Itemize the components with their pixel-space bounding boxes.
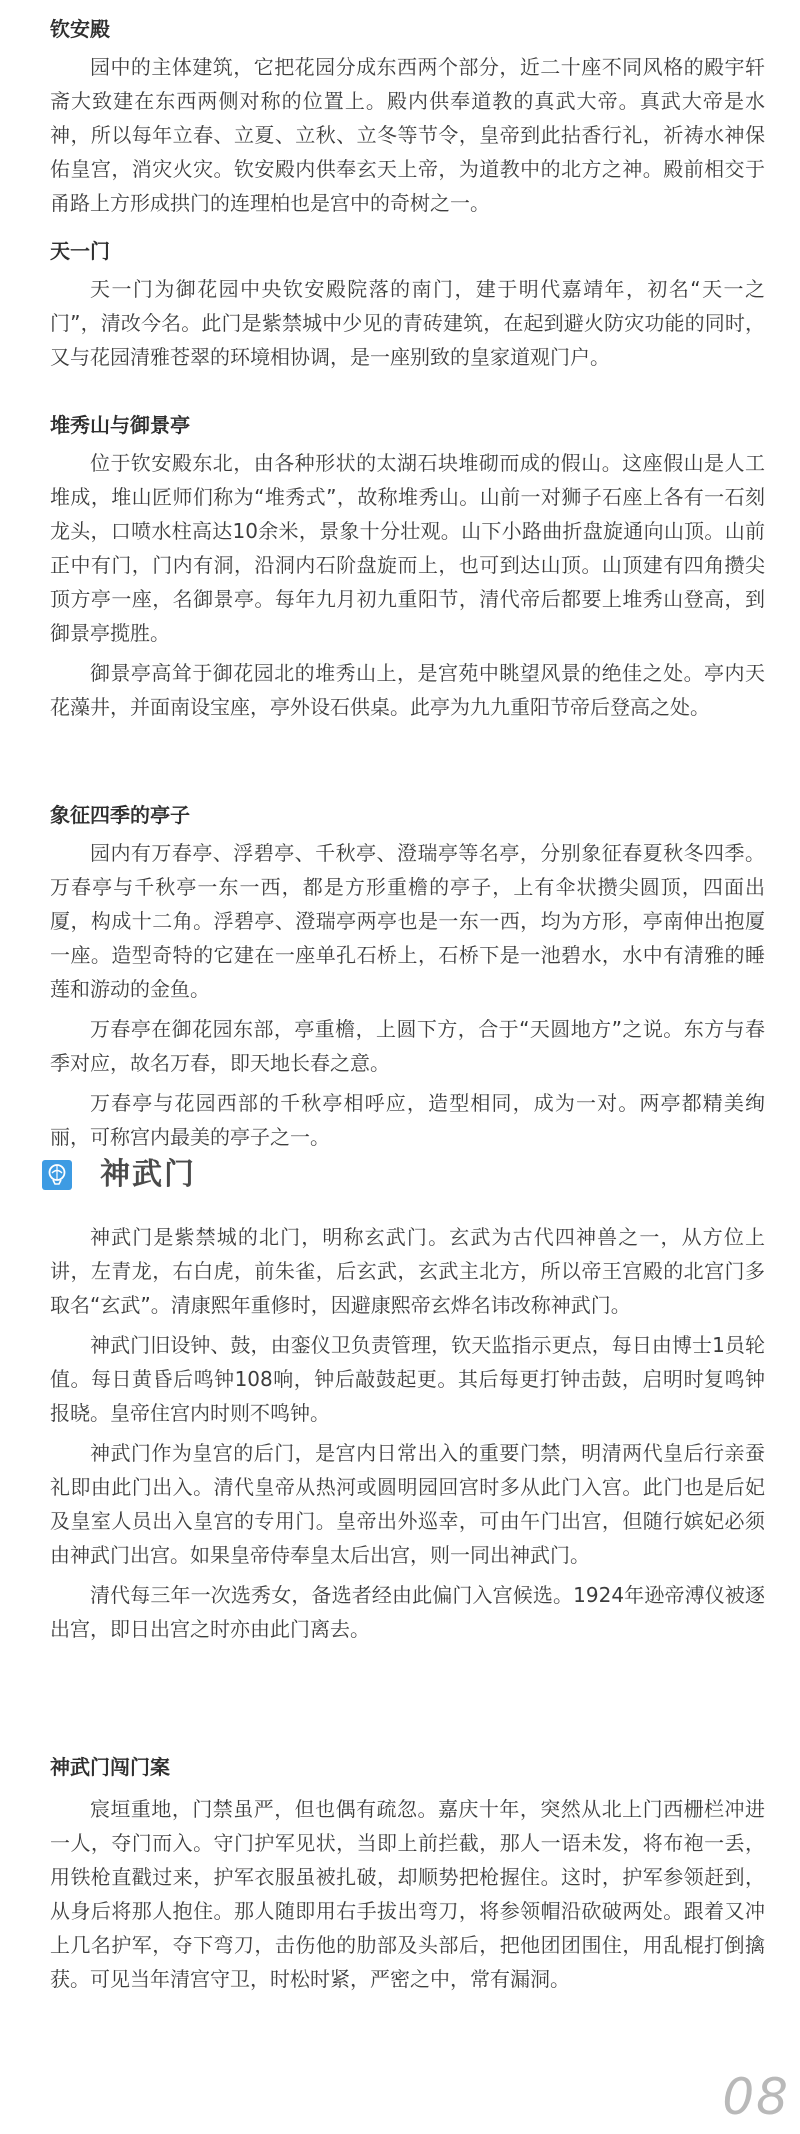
section-title-row <box>50 1150 765 1200</box>
balloon-icon <box>42 1160 72 1190</box>
paragraph: 神武门旧设钟、鼓，由銮仪卫负责管理，钦天监指示更点，每日由博士1员轮值。每日黄昏后鸣钟108响，钟后敲鼓起更。其后每更打钟击鼓，启明时复鸣钟报晓。皇帝住宫内时则不鸣钟。 <box>50 1333 765 1425</box>
paragraph: 园中的主体建筑，它把花园分成东西两个部分，近二十座不同风格的殿宇轩斋大致建在东西两侧对称的位置上。殿内供奉道教的真武大帝。真武大帝是水神，所以每年立春、立夏、立秋、立冬等节令，皇帝到此拈香行礼，祈祷水神保佑皇宫，消灾火灾。钦安殿内供奉玄天上帝，为道教中的北方之神。殿前相交于甬路上方形成拱门的连理柏也是宫中的奇树之一。 <box>50 55 765 215</box>
section-heading: 神武门闯门案 <box>50 1755 170 1779</box>
paragraph: 神武门作为皇宫的后门，是宫内日常出入的重要门禁，明清两代皇后行亲蚕礼即由此门出入。清代皇帝从热河或圆明园回宫时多从此门入宫。此门也是后妃及皇室人员出入皇宫的专用门。皇帝出外巡幸，可由午门出宫，但随行嫔妃必须由神武门出宫。如果皇帝侍奉皇太后出宫，则一同出神武门。 <box>50 1441 765 1567</box>
paragraph: 御景亭高耸于御花园北的堆秀山上，是宫苑中眺望风景的绝佳之处。亭内天花藻井，并面南设宝座，亭外设石供桌。此亭为九九重阳节帝后登高之处。 <box>50 661 765 719</box>
paragraph: 宸垣重地，门禁虽严，但也偶有疏忽。嘉庆十年，突然从北上门西栅栏冲进一人，夺门而入。守门护军见状，当即上前拦截，那人一语未发，将布袍一丢，用铁枪直戳过来，护军衣服虽被扎破，却顺势把枪握住。这时，护军参领赶到，从身后将那人抱住。那人随即用右手拔出弯刀，将参领帽沿砍破两处。跟着又冲上几名护军，夺下弯刀，击伤他的肋部及头部后，把他团团围住，用乱棍打倒擒获。可见当年清宫守卫，时松时紧，严密之中，常有漏洞。 <box>50 1797 765 1991</box>
section-heading: 钦安殿 <box>50 17 110 41</box>
section-heading: 象征四季的亭子 <box>50 803 190 827</box>
section-shenwu-gate <box>50 1150 765 1646</box>
page-number: 08 <box>722 2068 790 2126</box>
section-duixiu-hill <box>50 410 765 724</box>
paragraph: 清代每三年一次选秀女，备选者经由此偏门入宫候选。1924年逊帝溥仪被逐出宫，即日出宫之时亦由此门离去。 <box>50 1583 765 1641</box>
paragraph: 万春亭在御花园东部，亭重檐，上圆下方，合于“天圆地方”之说。东方与春季对应，故名万春，即天地长春之意。 <box>50 1017 765 1075</box>
balloon-icon-glyph <box>47 1164 67 1186</box>
section-title: 神武门 <box>100 1157 196 1192</box>
section-four-season-pavilions <box>50 800 765 1154</box>
section-heading: 堆秀山与御景亭 <box>50 413 190 437</box>
paragraph: 万春亭与花园西部的千秋亭相呼应，造型相同，成为一对。两亭都精美绚丽，可称宫内最美的亭子之一。 <box>50 1091 765 1149</box>
paragraph: 位于钦安殿东北，由各种形状的太湖石块堆砌而成的假山。这座假山是人工堆成，堆山匠师们称为“堆秀式”，故称堆秀山。山前一对狮子石座上各有一石刻龙头，口喷水柱高达10余米，景象十分壮观。山下小路曲折盘旋通向山顶。山前正中有门，门内有洞，沿洞内石阶盘旋而上，也可到达山顶。山顶建有四角攒尖顶方亭一座，名御景亭。每年九月初九重阳节，清代帝后都要上堆秀山登高，到御景亭揽胜。 <box>50 451 765 645</box>
section-tianyi-gate <box>50 236 765 374</box>
section-heading: 天一门 <box>50 239 110 263</box>
paragraph: 天一门为御花园中央钦安殿院落的南门，建于明代嘉靖年，初名“天一之门”，清改今名。此门是紫禁城中少见的青砖建筑，在起到避火防灾功能的同时，又与花园清雅苍翠的环境相协调，是一座别致的皇家道观门户。 <box>50 277 765 369</box>
section-gate-intrusion-case <box>50 1752 765 1996</box>
paragraph: 神武门是紫禁城的北门，明称玄武门。玄武为古代四神兽之一，从方位上讲，左青龙，右白虎，前朱雀，后玄武，玄武主北方，所以帝王宫殿的北宫门多取名“玄武”。清康熙年重修时，因避康熙帝玄烨名讳改称神武门。 <box>50 1225 765 1317</box>
section-qinan-hall <box>50 14 765 220</box>
paragraph: 园内有万春亭、浮碧亭、千秋亭、澄瑞亭等名亭，分别象征春夏秋冬四季。万春亭与千秋亭一东一西，都是方形重檐的亭子，上有伞状攒尖圆顶，四面出厦，构成十二角。浮碧亭、澄瑞亭两亭也是一东一西，均为方形，亭南伸出抱厦一座。造型奇特的它建在一座单孔石桥上，石桥下是一池碧水，水中有清雅的睡莲和游动的金鱼。 <box>50 841 765 1001</box>
